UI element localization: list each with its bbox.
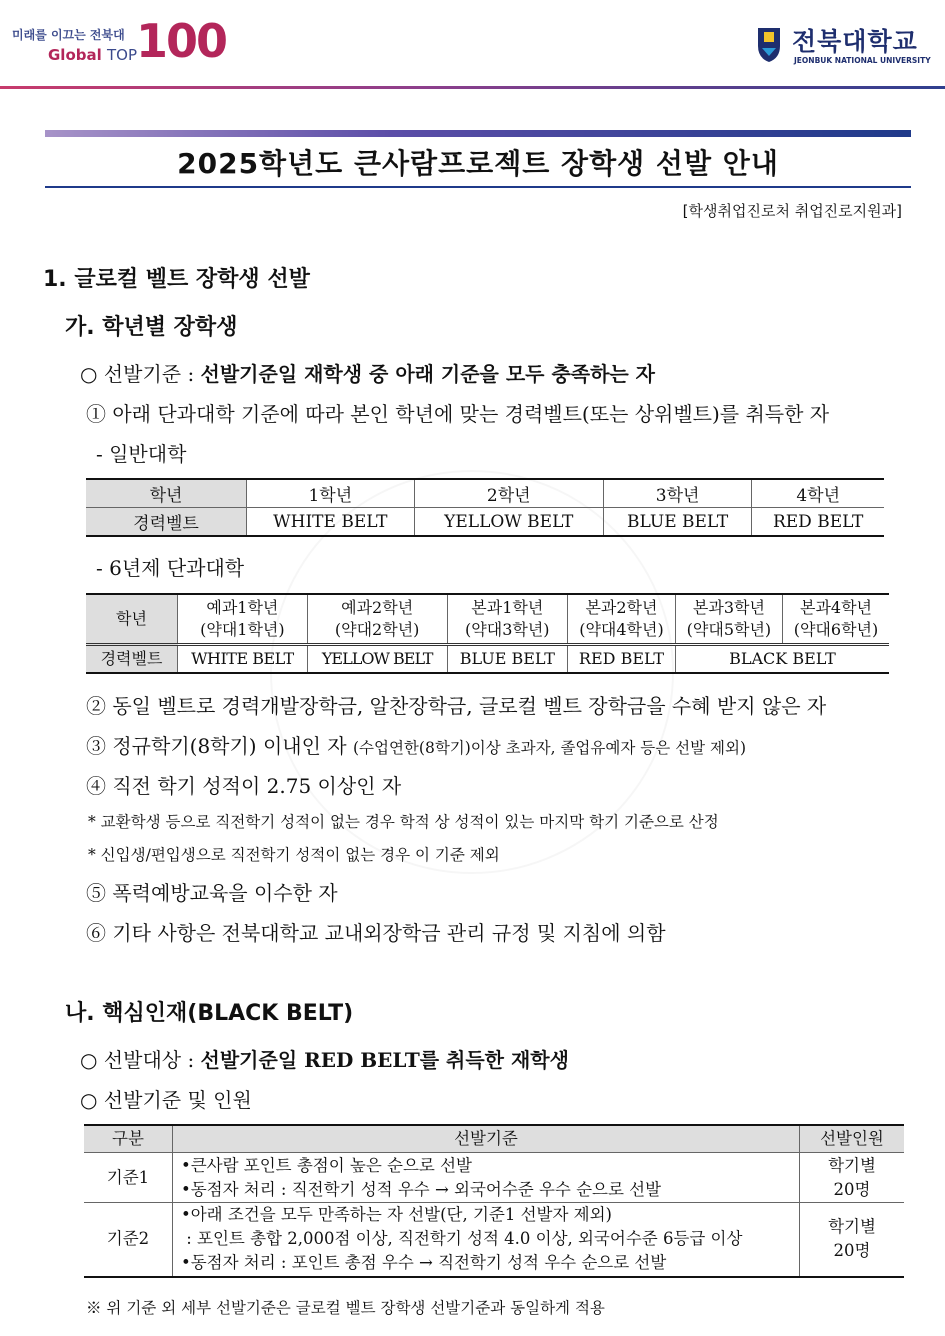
table-cell: BLACK BELT [675, 645, 889, 674]
table-cell: 기준2 [84, 1203, 173, 1277]
note-freshman: * 신입생/편입생으로 직전학기 성적이 없는 경우 이 기준 제외 [88, 846, 500, 864]
table-cell: 3학년 [603, 479, 751, 508]
table-cell: 2학년 [414, 479, 603, 508]
criteria-count-label: ○ 선발기준 및 인원 [80, 1088, 252, 1112]
table-cell: •큰사람 포인트 총점이 높은 순으로 선발 •동점자 처리 : 직전학기 성적 우수 → 외국어수준 우수 순으로 선발 [173, 1153, 800, 1203]
table-row-header: 경력벨트 [86, 645, 178, 674]
table-cell: 본과3학년 (약대5학년) [675, 594, 782, 645]
table-cell: 학기별 20명 [800, 1203, 905, 1277]
table-cell: 본과4학년 (약대6학년) [782, 594, 889, 645]
six-year-college-label: - 6년제 단과대학 [96, 556, 245, 580]
target-line: ○ 선발대상 : 선발기준일 RED BELT를 취득한 재학생 [80, 1048, 569, 1072]
table-cell: 기준1 [84, 1153, 173, 1203]
department-label: [학생취업진로처 취업진로지원과] [682, 202, 902, 220]
table-cell: BLUE BELT [447, 645, 568, 674]
slogan-logo [12, 14, 227, 70]
criteria-line: ○ 선발기준 : 선발기준일 재학생 중 아래 기준을 모두 충족하는 자 [80, 362, 656, 386]
slogan-100: 100 [136, 14, 227, 68]
title-bar [45, 130, 911, 137]
criteria-item-2: ② 동일 벨트로 경력개발장학금, 알찬장학금, 글로컬 벨트 장학금을 수혜 받지 않은 자 [86, 694, 827, 718]
table-row-header: 경력벨트 [86, 508, 247, 537]
criteria-item-1: ① 아래 단과대학 기준에 따라 본인 학년에 맞는 경력벨트(또는 상위벨트)를 취득한 자 [86, 402, 830, 426]
page-title: 2025학년도 큰사람프로젝트 장학생 선발 안내 [177, 147, 779, 180]
table-cell: BLUE BELT [603, 508, 751, 537]
table-cell: 4학년 [752, 479, 884, 508]
university-seal-icon [756, 24, 782, 64]
slogan-global: Global TOP [48, 46, 138, 64]
criteria-item-5: ⑤ 폭력예방교육을 이수한 자 [86, 881, 338, 905]
table-cell: •아래 조건을 모두 만족하는 자 선발(단, 기준1 선발자 제외) : 포인트 총합 2,000점 이상, 직전학기 성적 4.0 이상, 외국어수준 6등급 이상 •동점자 처리 : 포인트 총점 우수 → 직전학기 성적 우수 순으로 선발 [173, 1203, 800, 1277]
header-divider [0, 86, 945, 89]
table-row-header: 학년 [86, 594, 178, 645]
table-header: 선발인원 [800, 1125, 905, 1153]
table-cell: RED BELT [752, 508, 884, 537]
footnote: ※ 위 기준 외 세부 선발기준은 글로컬 벨트 장학생 선발기준과 동일하게 적용 [86, 1299, 605, 1317]
general-college-label: - 일반대학 [96, 442, 187, 466]
table-cell: WHITE BELT [178, 645, 308, 674]
university-logo [756, 22, 936, 68]
table-cell: RED BELT [568, 645, 676, 674]
six-year-belt-table [86, 593, 889, 674]
table-header: 선발기준 [173, 1125, 800, 1153]
table-cell: 1학년 [247, 479, 415, 508]
subsection-heading-a: 가. 학년별 장학생 [65, 315, 238, 340]
criteria-item-4: ④ 직전 학기 성적이 2.75 이상인 자 [86, 774, 402, 798]
black-belt-table [84, 1124, 904, 1278]
table-cell: 예과1학년 (약대1학년) [178, 594, 308, 645]
title-underline [45, 186, 911, 188]
table-header: 구분 [84, 1125, 173, 1153]
table-cell: 본과2학년 (약대4학년) [568, 594, 676, 645]
note-exchange: * 교환학생 등으로 직전학기 성적이 없는 경우 학적 상 성적이 있는 마지막 학기 기준으로 산정 [88, 813, 719, 831]
criteria-item-6: ⑥ 기타 사항은 전북대학교 교내외장학금 관리 규정 및 지침에 의함 [86, 921, 666, 945]
table-cell: YELLOW BELT [307, 645, 447, 674]
criteria-item-3: ③ 정규학기(8학기) 이내인 자 (수업연한(8학기)이상 초과자, 졸업유예자 등은 선발 제외) [86, 734, 746, 758]
section-heading: 1. 글로컬 벨트 장학생 선발 [43, 267, 310, 292]
general-belt-table [86, 478, 884, 537]
table-cell: WHITE BELT [247, 508, 415, 537]
university-name: 전북대학교 [792, 27, 918, 56]
table-cell: 예과2학년 (약대2학년) [307, 594, 447, 645]
table-cell: 본과1학년 (약대3학년) [447, 594, 568, 645]
table-cell: YELLOW BELT [414, 508, 603, 537]
university-name-en: JEONBUK NATIONAL UNIVERSITY [794, 56, 931, 65]
table-cell: 학기별 20명 [800, 1153, 905, 1203]
subsection-heading-b: 나. 핵심인재(BLACK BELT) [65, 1001, 354, 1026]
table-row-header: 학년 [86, 479, 247, 508]
slogan-text: 미래를 이끄는 전북대 [12, 28, 125, 42]
